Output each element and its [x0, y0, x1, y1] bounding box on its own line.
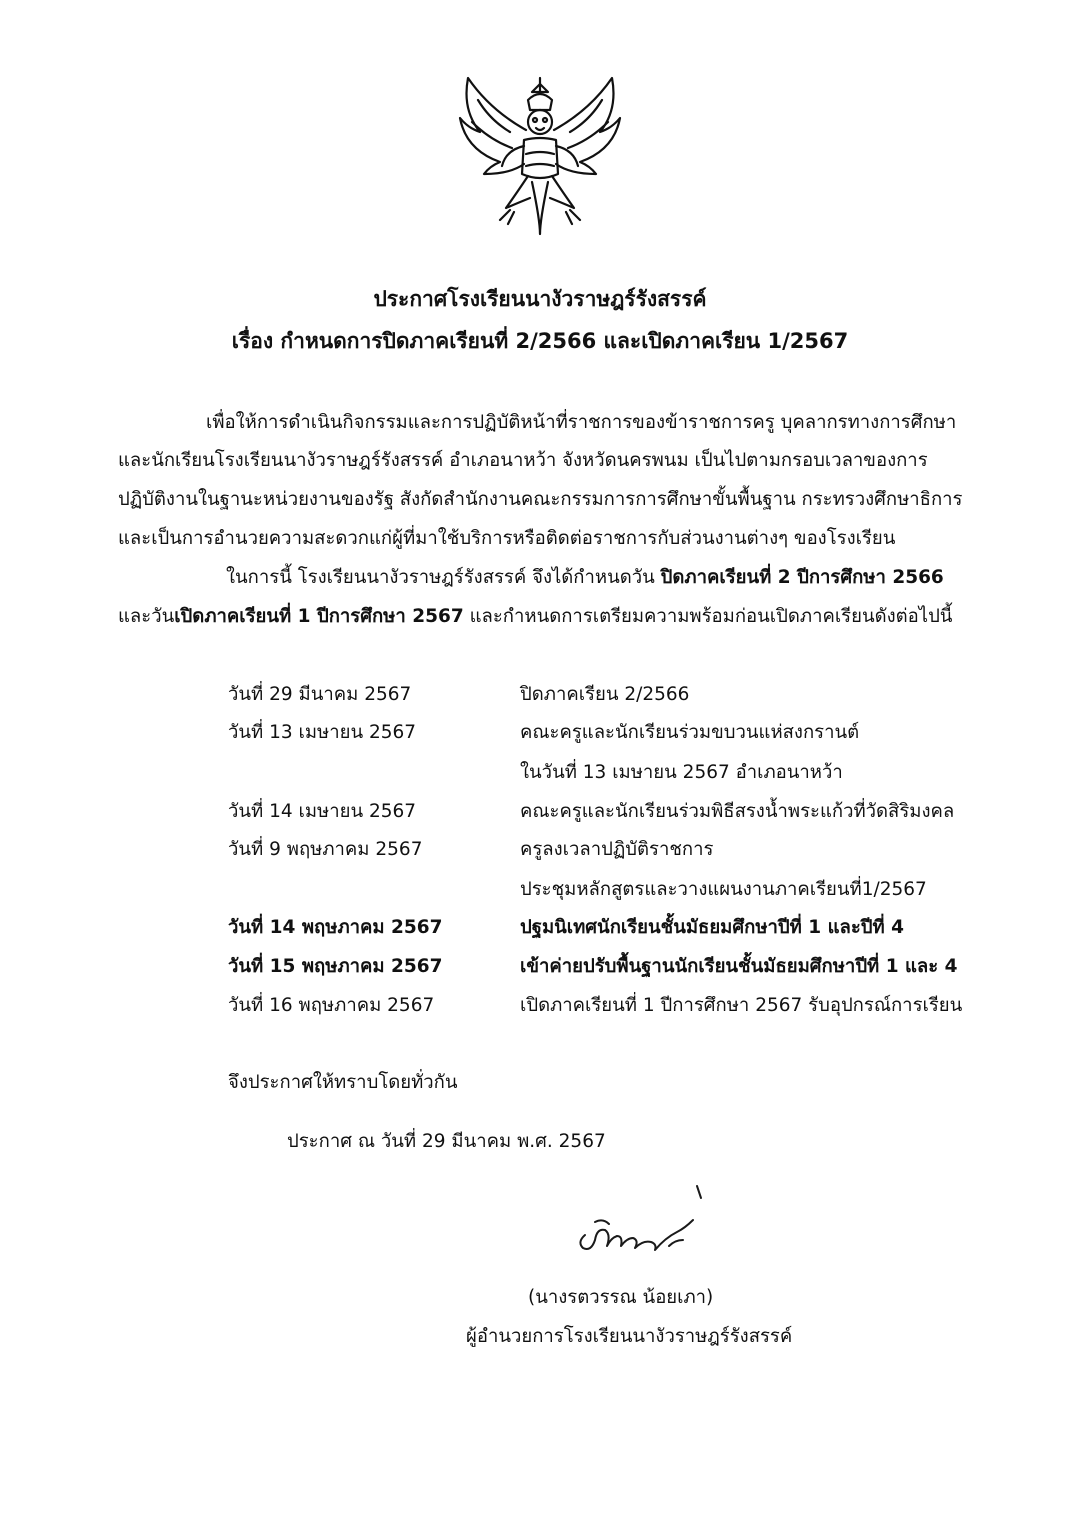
announce-date: ประกาศ ณ วันที่ 29 มีนาคม พ.ศ. 2567 [287, 1131, 606, 1152]
para2-line2 [118, 602, 952, 631]
schedule-desc: คณะครูและนักเรียนร่วมพิธีสรงน้ำพระแก้วที่วัดสิริมงคล [520, 801, 955, 822]
para2-line1 [226, 563, 944, 592]
signer-title: ผู้อำนวยการโรงเรียนนางัวราษฎร์รังสรรค์ [466, 1326, 793, 1347]
schedule-desc: ประชุมหลักสูตรและวางแผนงานภาคเรียนที่1/2567 [520, 879, 927, 900]
close-term-highlight: ปิดภาคเรียนที่ 2 ปีการศึกษา 2566 [660, 567, 944, 588]
para1-line1: เพื่อให้การดำเนินกิจกรรมและการปฏิบัติหน้าที่ราชการของข้าราชการครู บุคลากรทางการศึกษา [206, 412, 957, 433]
para2-text: ในการนี้ โรงเรียนนางัวราษฎร์รังสรรค์ จึงได้กำหนดวัน [226, 567, 661, 588]
schedule-date: วันที่ 13 เมษายน 2567 [228, 722, 417, 743]
garuda-emblem-icon [450, 70, 630, 240]
para1-line4: และเป็นการอำนวยความสะดวกแก่ผู้ที่มาใช้บริการหรือติดต่อราชการกับส่วนงานต่างๆ ของโรงเรียน [118, 528, 896, 549]
signature-image [565, 1180, 715, 1270]
subject-line: เรื่อง กำหนดการปิดภาคเรียนที่ 2/2566 และเปิดภาคเรียน 1/2567 [231, 329, 849, 353]
schedule-date: วันที่ 14 พฤษภาคม 2567 [228, 917, 443, 938]
schedule-date: วันที่ 29 มีนาคม 2567 [228, 684, 412, 705]
para1-line3: ปฏิบัติงานในฐานะหน่วยงานของรัฐ สังกัดสำนักงานคณะกรรมการการศึกษาขั้นพื้นฐาน กระทรวงศึกษาธิการ [118, 489, 963, 510]
schedule-desc: คณะครูและนักเรียนร่วมขบวนแห่สงกรานต์ [520, 722, 860, 743]
schedule-date: วันที่ 9 พฤษภาคม 2567 [228, 839, 423, 860]
schedule-date: วันที่ 16 พฤษภาคม 2567 [228, 995, 435, 1016]
schedule-desc: เปิดภาคเรียนที่ 1 ปีการศึกษา 2567 รับอุปกรณ์การเรียน [520, 995, 963, 1016]
schedule-desc: ในวันที่ 13 เมษายน 2567 อำเภอนาหว้า [520, 762, 843, 783]
open-term-highlight: เปิดภาคเรียนที่ 1 ปีการศึกษา 2567 [174, 606, 464, 627]
signer-name: (นางรตวรรณ น้อยเภา) [528, 1287, 714, 1308]
schedule-desc: ปิดภาคเรียน 2/2566 [520, 684, 690, 705]
schedule-date: วันที่ 15 พฤษภาคม 2567 [228, 956, 443, 977]
schedule-date: วันที่ 14 เมษายน 2567 [228, 801, 417, 822]
schedule-desc: ปฐมนิเทศนักเรียนชั้นมัธยมศึกษาปีที่ 1 และปีที่ 4 [520, 917, 905, 938]
closing-announce: จึงประกาศให้ทราบโดยทั่วกัน [228, 1072, 458, 1093]
page-title: ประกาศโรงเรียนนางัวราษฎร์รังสรรค์ [373, 287, 707, 311]
para2-text: และกำหนดการเตรียมความพร้อมก่อนเปิดภาคเรียนดังต่อไปนี้ [463, 606, 953, 627]
para1-line2: และนักเรียนโรงเรียนนางัวราษฎร์รังสรรค์ อำเภอนาหว้า จังหวัดนครพนม เป็นไปตามกรอบเวลาของการ [118, 450, 928, 471]
schedule-desc: ครูลงเวลาปฏิบัติราชการ [520, 839, 714, 860]
para2-text: และวัน [118, 606, 175, 627]
schedule-desc: เข้าค่ายปรับพื้นฐานนักเรียนชั้นมัธยมศึกษาปีที่ 1 และ 4 [520, 956, 958, 977]
